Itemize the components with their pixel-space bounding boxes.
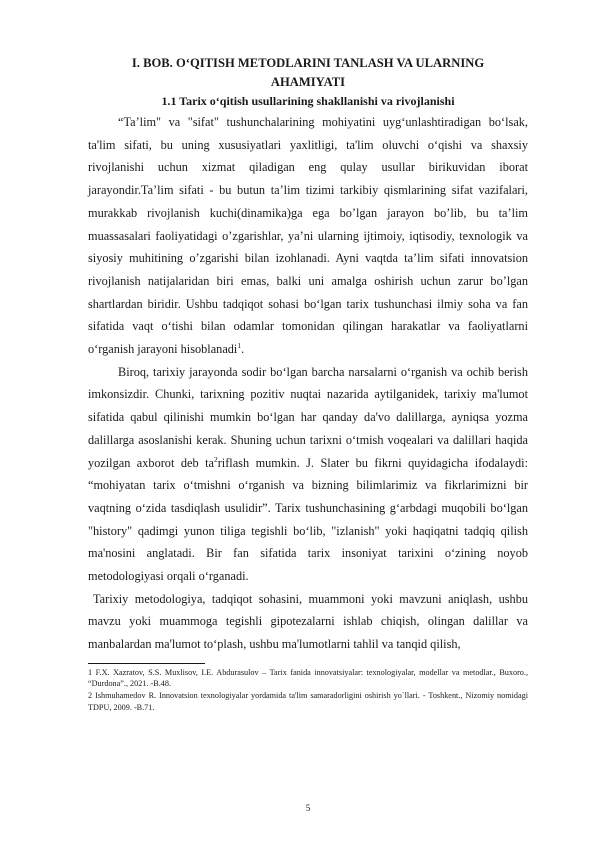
paragraph-3: Tarixiy metodologiya, tadqiqot sohasini, muammoni yoki mavzuni aniqlash, ushbu mavzu yoki muammoga tegishli gipotezalarni ishlab chiqish, olingan dalillar va manbalardan ma'lumot to‘plash, ushbu ma'lumotlarni tahlil va tanqid qilish, bbox=[88, 591, 528, 652]
paragraph-2-end: riflash mumkin. J. Slater bu fikrni quyidagicha ifodalaydi: “mohiyatan tarix o‘tmishni o‘rganish va bizning bilimlarimiz va fikrlarimizni bir vaqtning o‘zida tasdiqlash usulidir”. Tarix tushunchasining g‘arbdagi muqobili bo‘lgan "history" qadimgi yunon tiliga tegishli bo‘lib, "izlanish" yoki haqiqatni tadqiq qilish ma'nosini anglatadi. Bir fan sifatida tarix insoniyat tarixini o‘zining noyob metodologiyasi orqali o‘rganadi. bbox=[88, 455, 528, 584]
chapter-title-line1: I. BOB. O‘QITISH METODLARINI TANLASH VA ULARNING bbox=[131, 56, 485, 70]
footnote-1: 1 F.X. Xazratov, S.S. Muxlisov, I.E. Abdurasulov – Tarix fanida innovatsiyalar: texnologiyalar, modellar va metodlar., Buxoro., “Durdona”., 2021. -B.48. bbox=[88, 667, 528, 689]
footnote-ref-2: 2 bbox=[213, 454, 218, 464]
paragraph-2-text: Biroq, tarixiy jarayonda sodir bo‘lgan barcha narsalarni o‘rganish va ochib berish imkonsizdir. Chunki, tarixning pozitiv nuqtai nazarida aytilganidek, tarixiy ma'lumot sifatida qabul qilinishi mumkin bo‘lgan har qanday da'vo dalillarga, ayniqsa yozma dalillarga asoslanishi kerak. Shuning uchun tarixni o‘tmish voqealari va dalillari haqida yozilgan axborot deb ta bbox=[88, 364, 528, 470]
document-page bbox=[88, 0, 528, 813]
paragraph-2 bbox=[88, 361, 528, 588]
footnote-ref-1: 1 bbox=[237, 341, 242, 351]
footnote-2: 2 Ishmuhamedov R. Innovatsion texnologiyalar yordamida ta'lim samaradorligini oshirish yo`llari. - Toshkent., Nizomiy nomidagi TDPU, 2009. -B.71. bbox=[88, 691, 528, 712]
page-number: 5 bbox=[305, 803, 311, 813]
footnote-divider bbox=[88, 663, 205, 664]
paragraph-1-end: . bbox=[241, 342, 245, 357]
chapter-title-line2: AHAMIYATI bbox=[270, 75, 346, 89]
paragraph-1 bbox=[88, 111, 528, 361]
paragraph-1-text: “Ta’lim" va "sifat" tushunchalarining mohiyatini uyg‘unlashtiradigan bo‘lsak, ta'lim sifati, bu uning xususiyatlari yaxlitligi, ta'lim oluvchi o‘qishi va shaxsiy rivojlanishi uchun xizmat qiladigan eng qulay usullar birikuvidan iborat jarayondir.Ta’lim sifati - bu butun ta’lim tizimi tarkibiy qismlarining sifat vazifalari, murakkab rivojlanish kuchi(dinamika)ga ega bo’lgan jarayon bo’lib, bu ta’lim muassasalari faoliyatidagi o’zgarishlar, ya’ni ularning ijtimoiy, iqtisodiy, texnologik va siyosiy muhitining o’zgarishi bilan izohlanadi. Ayni vaqtda ta’lim sifati innovatsion rivojlanish natijalaridan biri emas, balki uni amalga oshirish uchun zarur bo’lgan shartlardan biridir. Ushbu tadqiqot sohasi bo‘lgan tarix tushunchasi ilmiy soha va fan sifatida vaqt o‘tishi bilan odamlar tomonidan qilingan harakatlar va faoliyatlarni o‘rganish jarayoni hisoblanadi bbox=[88, 115, 528, 357]
section-title: 1.1 Tarix o‘qitish usullarining shakllanishi va rivojlanishi bbox=[161, 94, 455, 108]
